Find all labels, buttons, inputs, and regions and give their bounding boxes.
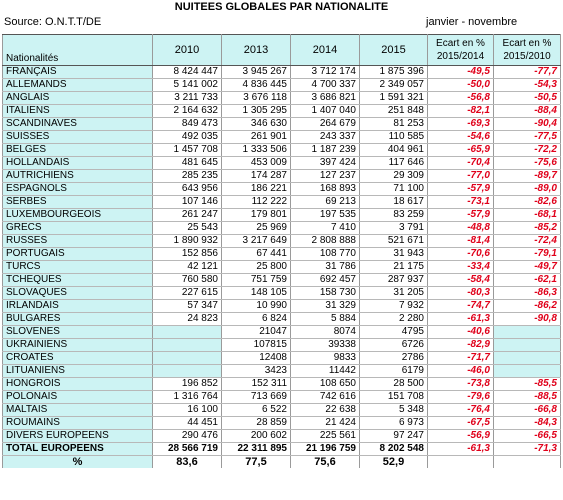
header-ecart2-top: Ecart en % — [502, 38, 552, 49]
row-nationality: HONGROIS — [3, 378, 153, 391]
table-row — [3, 183, 561, 196]
cell-2010 — [153, 352, 222, 365]
cell-ecart-2015-2010: -66,5 — [494, 430, 561, 443]
cell-2010: 481 645 — [153, 157, 222, 170]
cell-2013: 6 824 — [222, 313, 291, 326]
cell-2015: 6179 — [360, 365, 428, 378]
cell-ecart-2015-2010 — [494, 339, 561, 352]
cell-2013: 186 221 — [222, 183, 291, 196]
row-nationality: PORTUGAIS — [3, 248, 153, 261]
cell-ecart-2015-2014: -57,9 — [428, 209, 494, 222]
percent-row — [3, 456, 561, 469]
table-row — [3, 66, 561, 79]
period-label: janvier - novembre — [426, 16, 518, 28]
cell-2015: 151 708 — [360, 391, 428, 404]
cell-2010: 1 457 708 — [153, 144, 222, 157]
cell-2010: 760 580 — [153, 274, 222, 287]
cell-2013: 3 217 649 — [222, 235, 291, 248]
table-row — [3, 339, 561, 352]
row-nationality: TURCS — [3, 261, 153, 274]
total-y2015: 8 202 548 — [360, 443, 428, 456]
table-row — [3, 131, 561, 144]
cell-2014: 39338 — [291, 339, 360, 352]
table-row — [3, 248, 561, 261]
cell-2013: 6 522 — [222, 404, 291, 417]
header-ecart2-bottom: 2015/2010 — [503, 51, 551, 62]
cell-2013: 4 836 445 — [222, 79, 291, 92]
cell-2013: 1 333 506 — [222, 144, 291, 157]
cell-ecart-2015-2010: -89,0 — [494, 183, 561, 196]
cell-2014: 127 237 — [291, 170, 360, 183]
cell-2013: 152 311 — [222, 378, 291, 391]
cell-2013: 3423 — [222, 365, 291, 378]
table-row — [3, 326, 561, 339]
cell-2010: 285 235 — [153, 170, 222, 183]
table-row — [3, 300, 561, 313]
cell-2015: 251 848 — [360, 105, 428, 118]
cell-2010: 492 035 — [153, 131, 222, 144]
total-y2010: 28 566 719 — [153, 443, 222, 456]
row-nationality: IRLANDAIS — [3, 300, 153, 313]
cell-2010: 1 890 932 — [153, 235, 222, 248]
cell-2014: 7 410 — [291, 222, 360, 235]
cell-ecart-2015-2010: -90,8 — [494, 313, 561, 326]
row-nationality: ANGLAIS — [3, 92, 153, 105]
cell-2015: 4795 — [360, 326, 428, 339]
cell-ecart-2015-2010: -85,5 — [494, 378, 561, 391]
cell-2013: 10 990 — [222, 300, 291, 313]
cell-2014: 31 786 — [291, 261, 360, 274]
cell-2014: 692 457 — [291, 274, 360, 287]
table-row — [3, 196, 561, 209]
table-row — [3, 92, 561, 105]
table-row — [3, 391, 561, 404]
cell-2014: 168 893 — [291, 183, 360, 196]
cell-2014: 5 884 — [291, 313, 360, 326]
cell-ecart-2015-2014: -48,8 — [428, 222, 494, 235]
row-nationality: LUXEMBOURGEOIS — [3, 209, 153, 222]
table-row — [3, 105, 561, 118]
cell-ecart-2015-2010: -62,1 — [494, 274, 561, 287]
cell-2015: 6 973 — [360, 417, 428, 430]
cell-ecart-2015-2010: -88,5 — [494, 391, 561, 404]
table-row — [3, 235, 561, 248]
cell-ecart-2015-2010: -68,1 — [494, 209, 561, 222]
cell-2013: 751 759 — [222, 274, 291, 287]
cell-2010: 25 543 — [153, 222, 222, 235]
cell-2015: 1 591 321 — [360, 92, 428, 105]
table-row — [3, 79, 561, 92]
table-row — [3, 170, 561, 183]
percent-label: % — [3, 456, 153, 469]
cell-ecart-2015-2014: -73,8 — [428, 378, 494, 391]
cell-2010: 1 316 764 — [153, 391, 222, 404]
cell-2015: 31 205 — [360, 287, 428, 300]
cell-2014: 397 424 — [291, 157, 360, 170]
cell-2013: 107815 — [222, 339, 291, 352]
cell-2013: 148 105 — [222, 287, 291, 300]
row-nationality: ESPAGNOLS — [3, 183, 153, 196]
cell-ecart-2015-2010: -82,6 — [494, 196, 561, 209]
cell-2014: 11442 — [291, 365, 360, 378]
nuitees-table — [2, 34, 561, 468]
cell-ecart-2015-2010: -75,6 — [494, 157, 561, 170]
cell-2010 — [153, 326, 222, 339]
cell-2015: 81 253 — [360, 118, 428, 131]
cell-ecart-2015-2010: -85,2 — [494, 222, 561, 235]
cell-2013: 28 859 — [222, 417, 291, 430]
cell-2010: 42 121 — [153, 261, 222, 274]
row-nationality: GRECS — [3, 222, 153, 235]
cell-ecart-2015-2010 — [494, 326, 561, 339]
table-row — [3, 222, 561, 235]
row-nationality: RUSSES — [3, 235, 153, 248]
cell-2010: 107 146 — [153, 196, 222, 209]
cell-2013: 12408 — [222, 352, 291, 365]
cell-ecart-2015-2010 — [494, 365, 561, 378]
cell-2010: 261 247 — [153, 209, 222, 222]
table-row — [3, 274, 561, 287]
row-nationality: ITALIENS — [3, 105, 153, 118]
cell-2015: 1 875 396 — [360, 66, 428, 79]
cell-ecart-2015-2010: -84,3 — [494, 417, 561, 430]
table-row — [3, 378, 561, 391]
cell-2010: 5 141 002 — [153, 79, 222, 92]
cell-2015: 2786 — [360, 352, 428, 365]
cell-ecart-2015-2014: -56,8 — [428, 92, 494, 105]
row-nationality: AUTRICHIENS — [3, 170, 153, 183]
cell-2010: 8 424 447 — [153, 66, 222, 79]
cell-ecart-2015-2010: -79,1 — [494, 248, 561, 261]
cell-2014: 1 407 040 — [291, 105, 360, 118]
cell-2013: 346 630 — [222, 118, 291, 131]
cell-ecart-2015-2014: -70,4 — [428, 157, 494, 170]
row-nationality: BELGES — [3, 144, 153, 157]
header-ecart-2015-2010 — [494, 35, 561, 66]
cell-2015: 110 585 — [360, 131, 428, 144]
cell-2013: 261 901 — [222, 131, 291, 144]
row-nationality: SUISSES — [3, 131, 153, 144]
cell-2014: 21 424 — [291, 417, 360, 430]
percent-empty-2 — [494, 456, 561, 469]
row-nationality: FRANÇAIS — [3, 66, 153, 79]
cell-ecart-2015-2014: -57,9 — [428, 183, 494, 196]
cell-ecart-2015-2010: -86,3 — [494, 287, 561, 300]
cell-2014: 1 187 239 — [291, 144, 360, 157]
cell-2013: 174 287 — [222, 170, 291, 183]
header-nationalites: Nationalités — [3, 35, 153, 66]
cell-2010: 57 347 — [153, 300, 222, 313]
cell-ecart-2015-2014: -54,6 — [428, 131, 494, 144]
cell-ecart-2015-2010: -77,7 — [494, 66, 561, 79]
cell-2015: 29 309 — [360, 170, 428, 183]
cell-ecart-2015-2010: -49,7 — [494, 261, 561, 274]
row-nationality: SLOVAQUES — [3, 287, 153, 300]
table-row — [3, 118, 561, 131]
percent-empty-1 — [428, 456, 494, 469]
cell-2014: 9833 — [291, 352, 360, 365]
cell-2015: 521 671 — [360, 235, 428, 248]
table-title: NUITEES GLOBALES PAR NATIONALITE — [174, 1, 389, 13]
cell-2013: 179 801 — [222, 209, 291, 222]
row-nationality: BULGARES — [3, 313, 153, 326]
cell-2015: 7 932 — [360, 300, 428, 313]
row-nationality: HOLLANDAIS — [3, 157, 153, 170]
cell-2013: 200 602 — [222, 430, 291, 443]
table-row — [3, 352, 561, 365]
cell-2015: 83 259 — [360, 209, 428, 222]
cell-2015: 18 617 — [360, 196, 428, 209]
cell-2010: 16 100 — [153, 404, 222, 417]
cell-2015: 404 961 — [360, 144, 428, 157]
cell-ecart-2015-2014: -65,9 — [428, 144, 494, 157]
row-nationality: SERBES — [3, 196, 153, 209]
cell-2014: 3 686 821 — [291, 92, 360, 105]
row-nationality: SLOVENES — [3, 326, 153, 339]
header-ecart-2015-2014 — [428, 35, 494, 66]
cell-2014: 3 712 174 — [291, 66, 360, 79]
cell-2015: 5 348 — [360, 404, 428, 417]
cell-2013: 25 800 — [222, 261, 291, 274]
cell-ecart-2015-2014: -46,0 — [428, 365, 494, 378]
cell-2015: 97 247 — [360, 430, 428, 443]
cell-ecart-2015-2014: -49,5 — [428, 66, 494, 79]
row-nationality: CROATES — [3, 352, 153, 365]
row-nationality: ROUMAINS — [3, 417, 153, 430]
cell-2010 — [153, 339, 222, 352]
header-2014: 2014 — [291, 35, 360, 66]
cell-2010: 196 852 — [153, 378, 222, 391]
source-label: Source: O.N.T.T/DE — [4, 16, 102, 28]
percent-y2014: 75,6 — [291, 456, 360, 469]
table-row — [3, 365, 561, 378]
cell-2015: 117 646 — [360, 157, 428, 170]
cell-2015: 6726 — [360, 339, 428, 352]
cell-ecart-2015-2014: -76,4 — [428, 404, 494, 417]
cell-ecart-2015-2010: -88,4 — [494, 105, 561, 118]
row-nationality: ALLEMANDS — [3, 79, 153, 92]
row-nationality: DIVERS EUROPEENS — [3, 430, 153, 443]
cell-2010: 24 823 — [153, 313, 222, 326]
cell-2010: 643 956 — [153, 183, 222, 196]
cell-2010 — [153, 365, 222, 378]
cell-2010: 849 473 — [153, 118, 222, 131]
cell-ecart-2015-2010: -86,2 — [494, 300, 561, 313]
total-row — [3, 443, 561, 456]
total-label: TOTAL EUROPEENS — [3, 443, 153, 456]
cell-2013: 67 441 — [222, 248, 291, 261]
cell-2013: 25 969 — [222, 222, 291, 235]
table-row — [3, 430, 561, 443]
cell-2015: 2 349 057 — [360, 79, 428, 92]
cell-2013: 453 009 — [222, 157, 291, 170]
table-row — [3, 417, 561, 430]
cell-ecart-2015-2014: -77,0 — [428, 170, 494, 183]
percent-y2013: 77,5 — [222, 456, 291, 469]
cell-2014: 4 700 337 — [291, 79, 360, 92]
header-ecart1-top: Ecart en % — [436, 38, 485, 49]
cell-ecart-2015-2010: -72,2 — [494, 144, 561, 157]
cell-ecart-2015-2014: -33,4 — [428, 261, 494, 274]
cell-ecart-2015-2010 — [494, 352, 561, 365]
header-2013: 2013 — [222, 35, 291, 66]
row-nationality: SCANDINAVES — [3, 118, 153, 131]
cell-ecart-2015-2010: -77,5 — [494, 131, 561, 144]
cell-2014: 243 337 — [291, 131, 360, 144]
cell-2015: 2 280 — [360, 313, 428, 326]
total-ecart-2015-2010: -71,3 — [494, 443, 561, 456]
cell-ecart-2015-2014: -73,1 — [428, 196, 494, 209]
cell-ecart-2015-2014: -80,3 — [428, 287, 494, 300]
cell-2015: 71 100 — [360, 183, 428, 196]
cell-ecart-2015-2014: -81,4 — [428, 235, 494, 248]
row-nationality: MALTAIS — [3, 404, 153, 417]
cell-ecart-2015-2010: -50,5 — [494, 92, 561, 105]
cell-2014: 8074 — [291, 326, 360, 339]
cell-2015: 28 500 — [360, 378, 428, 391]
cell-2014: 742 616 — [291, 391, 360, 404]
cell-ecart-2015-2014: -58,4 — [428, 274, 494, 287]
row-nationality: UKRAINIENS — [3, 339, 153, 352]
total-y2013: 22 311 895 — [222, 443, 291, 456]
cell-ecart-2015-2010: -54,3 — [494, 79, 561, 92]
cell-2013: 713 669 — [222, 391, 291, 404]
cell-2014: 158 730 — [291, 287, 360, 300]
cell-ecart-2015-2014: -74,7 — [428, 300, 494, 313]
cell-2015: 21 175 — [360, 261, 428, 274]
header-2015: 2015 — [360, 35, 428, 66]
cell-ecart-2015-2014: -67,5 — [428, 417, 494, 430]
cell-ecart-2015-2014: -69,3 — [428, 118, 494, 131]
cell-ecart-2015-2010: -72,4 — [494, 235, 561, 248]
cell-2014: 69 213 — [291, 196, 360, 209]
percent-y2015: 52,9 — [360, 456, 428, 469]
cell-2014: 197 535 — [291, 209, 360, 222]
header-2010: 2010 — [153, 35, 222, 66]
cell-2014: 108 770 — [291, 248, 360, 261]
cell-ecart-2015-2014: -71,7 — [428, 352, 494, 365]
header-ecart1-bottom: 2015/2014 — [436, 51, 485, 62]
cell-2014: 22 638 — [291, 404, 360, 417]
percent-y2010: 83,6 — [153, 456, 222, 469]
cell-2014: 108 650 — [291, 378, 360, 391]
table-row — [3, 261, 561, 274]
row-nationality: LITUANIENS — [3, 365, 153, 378]
row-nationality: POLONAIS — [3, 391, 153, 404]
cell-2013: 21047 — [222, 326, 291, 339]
cell-ecart-2015-2010: -89,7 — [494, 170, 561, 183]
cell-2013: 1 305 295 — [222, 105, 291, 118]
table-row — [3, 313, 561, 326]
cell-2014: 31 329 — [291, 300, 360, 313]
cell-ecart-2015-2014: -50,0 — [428, 79, 494, 92]
cell-ecart-2015-2010: -90,4 — [494, 118, 561, 131]
cell-2014: 264 679 — [291, 118, 360, 131]
cell-2010: 152 856 — [153, 248, 222, 261]
cell-2013: 3 676 118 — [222, 92, 291, 105]
cell-ecart-2015-2014: -56,9 — [428, 430, 494, 443]
cell-2015: 3 791 — [360, 222, 428, 235]
cell-2014: 225 561 — [291, 430, 360, 443]
cell-2010: 2 164 632 — [153, 105, 222, 118]
cell-2014: 2 808 888 — [291, 235, 360, 248]
cell-ecart-2015-2014: -61,3 — [428, 313, 494, 326]
cell-ecart-2015-2014: -70,6 — [428, 248, 494, 261]
cell-2015: 287 937 — [360, 274, 428, 287]
table-row — [3, 157, 561, 170]
cell-ecart-2015-2010: -66,8 — [494, 404, 561, 417]
cell-2010: 3 211 733 — [153, 92, 222, 105]
header-row — [3, 35, 561, 66]
table-row — [3, 404, 561, 417]
cell-2010: 227 615 — [153, 287, 222, 300]
cell-2013: 112 222 — [222, 196, 291, 209]
cell-2010: 290 476 — [153, 430, 222, 443]
cell-ecart-2015-2014: -40,6 — [428, 326, 494, 339]
table-row — [3, 144, 561, 157]
cell-2013: 3 945 267 — [222, 66, 291, 79]
cell-2015: 31 943 — [360, 248, 428, 261]
cell-2010: 44 451 — [153, 417, 222, 430]
table-row — [3, 209, 561, 222]
total-ecart-2015-2014: -61,3 — [428, 443, 494, 456]
cell-ecart-2015-2014: -79,6 — [428, 391, 494, 404]
table-row — [3, 287, 561, 300]
cell-ecart-2015-2014: -82,9 — [428, 339, 494, 352]
cell-ecart-2015-2014: -82,1 — [428, 105, 494, 118]
total-y2014: 21 196 759 — [291, 443, 360, 456]
row-nationality: TCHEQUES — [3, 274, 153, 287]
